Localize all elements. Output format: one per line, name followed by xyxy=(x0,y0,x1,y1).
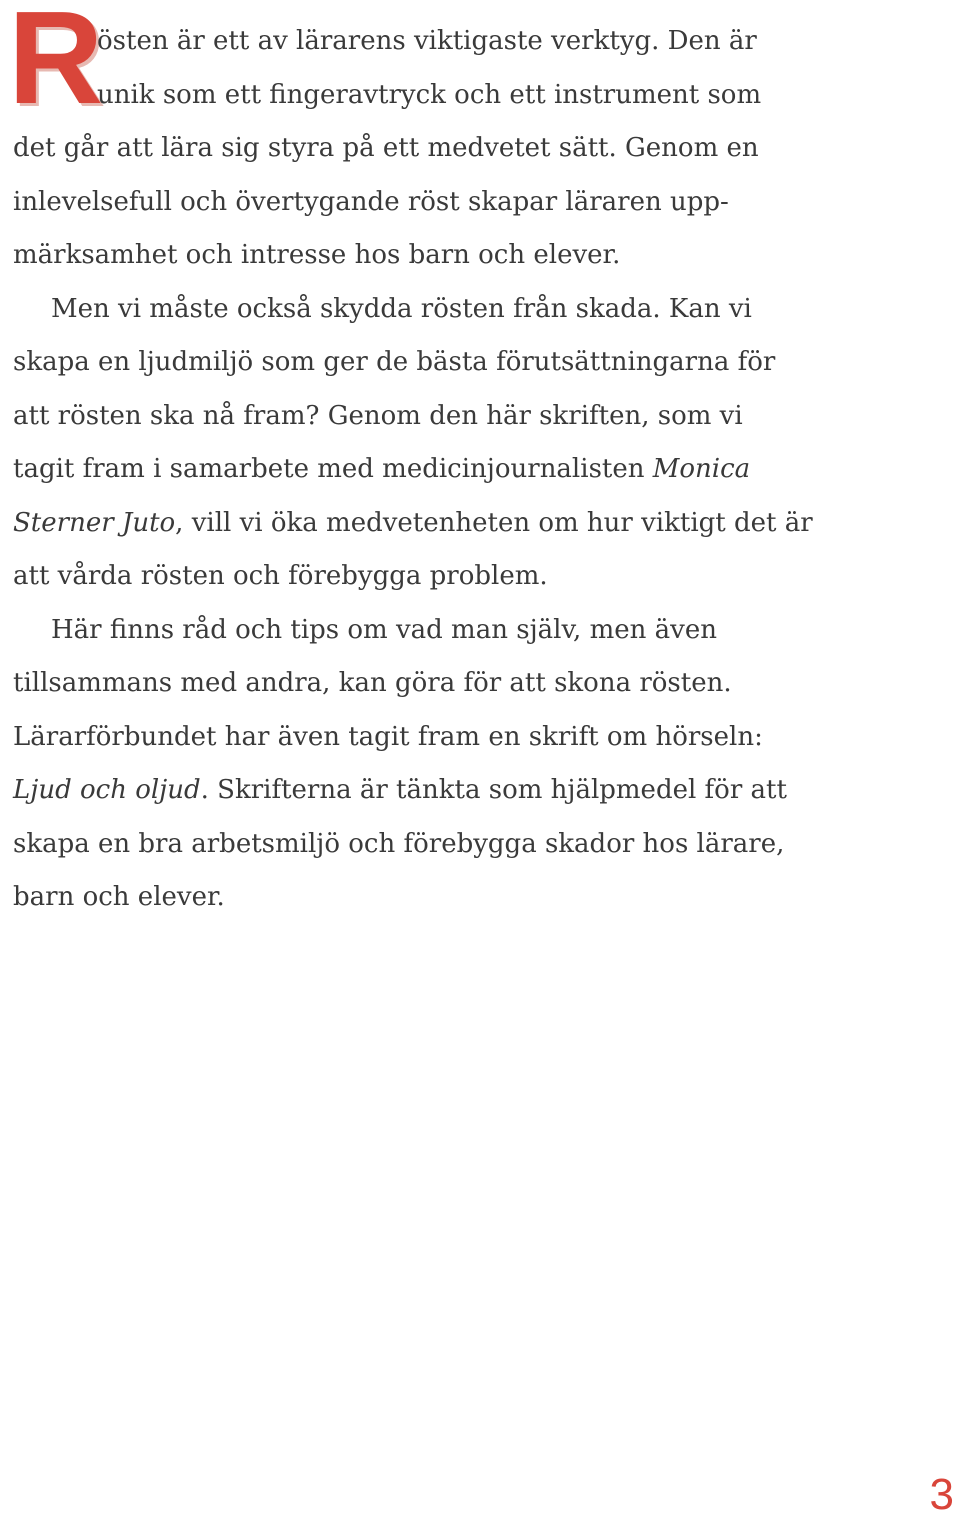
text-run: barn och elever. xyxy=(13,882,225,912)
text-line xyxy=(13,336,776,390)
text-run: det går att lära sig styra på ett medvetet sätt. Genom en xyxy=(13,133,759,163)
text-run: Lärarförbundet har även tagit fram en skrift om hörseln: xyxy=(13,721,763,752)
text-line xyxy=(13,657,773,711)
text-line xyxy=(13,604,773,658)
text-run: att vårda rösten och förebygga problem. xyxy=(13,561,548,591)
text-line xyxy=(13,871,773,925)
body-text xyxy=(13,15,813,925)
text-run: östen är ett av lärarens viktigaste verktyg. Den är xyxy=(97,26,757,56)
text-run: unik som ett fingeravtryck och ett instrument som xyxy=(97,79,762,110)
text-line xyxy=(13,497,813,551)
author-name-italic: Sterner Juto xyxy=(13,507,176,538)
text-run: skapa en ljudmiljö som ger de bästa förutsättningarna för xyxy=(13,347,776,377)
text-line xyxy=(13,283,773,337)
text-run: Men vi måste också skydda rösten från skada. Kan vi xyxy=(51,293,752,324)
text-run: skapa en bra arbetsmiljö och förebygga skador hos lärare, xyxy=(13,828,785,859)
text-line xyxy=(13,122,773,176)
text-run: Här finns råd och tips om vad man själv, men även xyxy=(51,614,717,645)
text-line xyxy=(13,15,773,69)
author-name-italic: Monica xyxy=(652,454,751,484)
drop-cap: R xyxy=(8,0,104,131)
text-line xyxy=(13,550,773,604)
publication-title-italic: Ljud och oljud xyxy=(13,775,201,805)
text-line xyxy=(13,69,773,123)
text-run: tagit fram i samarbete med medicinjournalisten xyxy=(13,454,653,484)
page-number: 3 xyxy=(929,1470,954,1519)
text-line xyxy=(13,229,773,283)
text-line xyxy=(13,818,785,872)
text-line xyxy=(13,711,773,765)
text-line xyxy=(13,176,773,230)
text-run: , vill vi öka medvetenheten om hur viktigt det är xyxy=(175,507,813,538)
text-line xyxy=(13,443,773,497)
text-run: märksamhet och intresse hos barn och elever. xyxy=(13,240,621,270)
text-run: . Skrifterna är tänkta som hjälpmedel för att xyxy=(200,775,787,805)
text-run: tillsammans med andra, kan göra för att skona rösten. xyxy=(13,668,732,698)
text-run: att rösten ska nå fram? Genom den här skriften, som vi xyxy=(13,400,743,431)
text-run: inlevelsefull och övertygande röst skapar läraren upp- xyxy=(13,186,729,217)
text-line xyxy=(13,764,787,818)
text-line xyxy=(13,390,773,444)
